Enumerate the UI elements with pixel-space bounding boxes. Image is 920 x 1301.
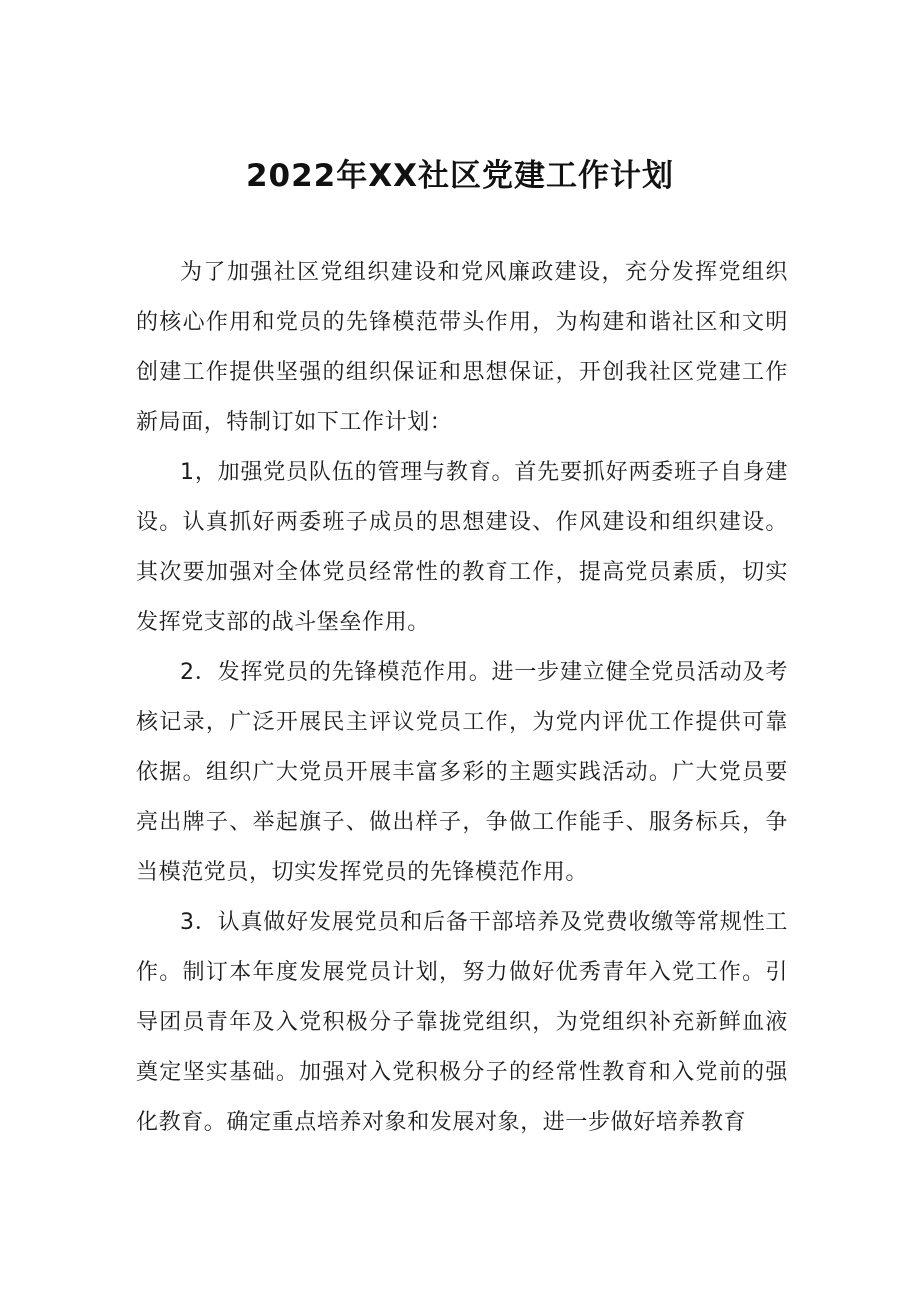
paragraph-intro: 为了加强社区党组织建设和党风廉政建设，充分发挥党组织的核心作用和党员的先锋模范带头作用，为构建和谐社区和文明创建工作提供坚强的组织保证和思想保证，开创我社区党建工作新局面，特制订如下工作计划： [136, 260, 788, 435]
document-body [136, 248, 788, 1148]
paragraph-item-1: 1，加强党员队伍的管理与教育。首先要抓好两委班子自身建设。认真抓好两委班子成员的思想建设、作风建设和组织建设。其次要加强对全体党员经常性的教育工作，提高党员素质，切实发挥党支部的战斗堡垒作用。 [136, 460, 788, 635]
paragraph-item-2: 2．发挥党员的先锋模范作用。进一步建立健全党员活动及考核记录，广泛开展民主评议党员工作，为党内评优工作提供可靠依据。组织广大党员开展丰富多彩的主题实践活动。广大党员要亮出牌子、举起旗子、做出样子，争做工作能手、服务标兵，争当模范党员，切实发挥党员的先锋模范作用。 [136, 660, 788, 885]
paragraph-item-3: 3．认真做好发展党员和后备干部培养及党费收缴等常规性工作。制订本年度发展党员计划，努力做好优秀青年入党工作。引导团员青年及入党积极分子靠拢党组织，为党组织补充新鲜血液奠定坚实基础。加强对入党积极分子的经常性教育和入党前的强化教育。确定重点培养对象和发展对象，进一步做好培养教育 [136, 910, 788, 1135]
document-title: 2022年XX社区党建工作计划 [245, 158, 675, 194]
